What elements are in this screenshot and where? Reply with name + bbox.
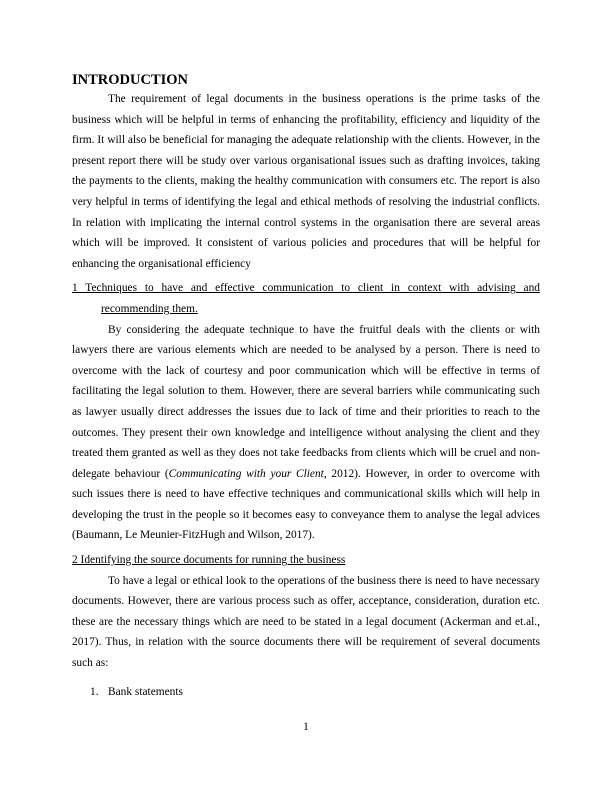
list-item-text: Bank statements	[108, 685, 183, 698]
document-body	[72, 71, 540, 702]
section-1-paragraph	[72, 320, 540, 547]
section-1-heading: 1 Techniques to have and effective communication to client in context with advising and recommending them.	[72, 282, 540, 315]
section-1-italic-citation: Communicating with your Client	[168, 467, 324, 480]
list-item-number: 1.	[90, 685, 99, 698]
source-documents-list	[72, 682, 540, 702]
section-1-text-b: , 2012). However, in order to overcome with such issues there is need to have effective techniques and communicational skills which will help in developing the trust in the people so it becomes easy to conveyance them to analyse the legal advices (Baumann, Le Meunier-FitzHugh and Wilson, 2017).	[72, 467, 540, 542]
section-1-text-a: By considering the adequate technique to have the fruitful deals with the clients or with lawyers there are various elements which are needed to be analysed by a person. There is need to overcome with the lack of courtesy and poor communication which will be effective in terms of facilitating the legal solution to them. However, there are several barriers while communicating such as lawyer usually direct addresses the issues due to lack of time and their priorities to reach to the outcomes. They present their own knowledge and intelligence without analysing the client and they treated them granted as well as they does not take feedbacks from clients which will be cruel and non-delegate behaviour (	[72, 323, 540, 480]
section-2-paragraph: To have a legal or ethical look to the operations of the business there is need to have necessary documents. However, there are various process such as offer, acceptance, consideration, duration etc. these are the necessary things which are need to be stated in a legal document (Ackerman and et.al., 2017). Thus, in relation with the source documents there will be requirement of several documents such as:	[72, 574, 540, 670]
page-number: 1	[303, 721, 309, 733]
list-item	[72, 682, 540, 702]
section-2-heading: 2 Identifying the source documents for running the business	[72, 554, 346, 567]
page-title: INTRODUCTION	[72, 72, 189, 88]
intro-paragraph: The requirement of legal documents in the business operations is the prime tasks of the business which will be helpful in terms of enhancing the profitability, efficiency and liquidity of the firm. It will also be beneficial for managing the adequate relationship with the clients. However, in the present report there will be study over various organisational issues such as drafting invoices, taking the payments to the clients, making the healthy communication with consumers etc. The report is also very helpful in terms of identifying the legal and ethical methods of resolving the industrial conflicts. In relation with implicating the internal control systems in the organisation there are several areas which will be improved. It consistent of various policies and procedures that will be helpful for enhancing the organisational efficiency	[72, 93, 540, 270]
